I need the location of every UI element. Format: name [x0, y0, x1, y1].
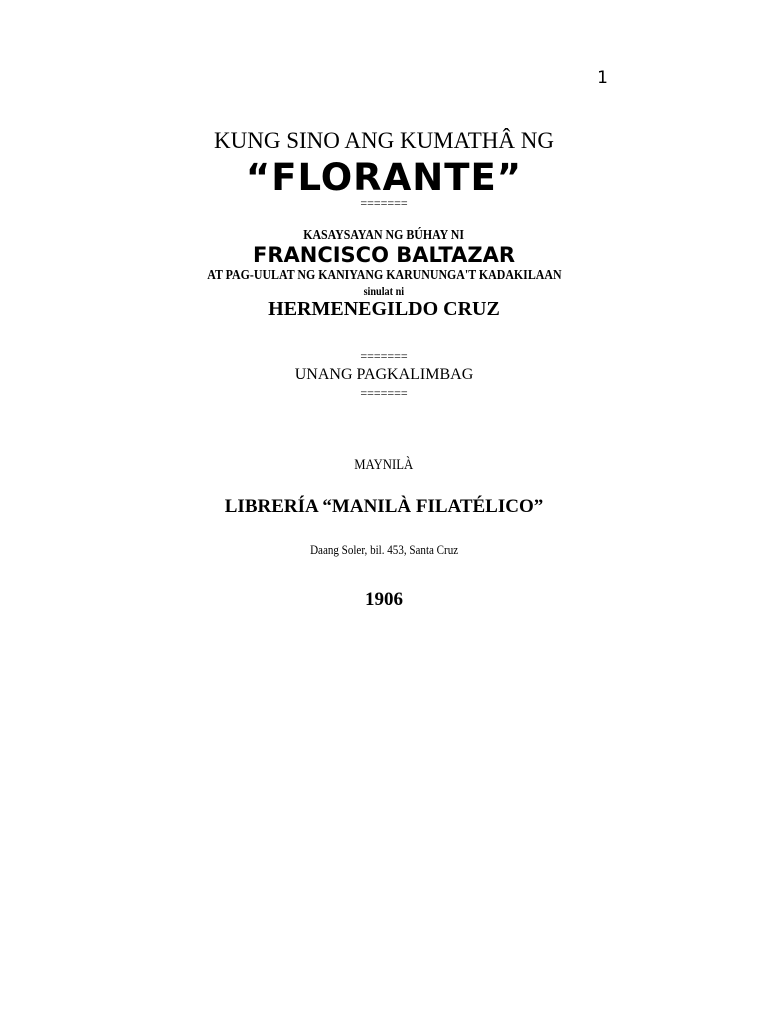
address-wrap: [0, 542, 768, 558]
heading-line: KUNG SINO ANG KUMATHÂ NG: [214, 128, 554, 153]
city: MAYNILÀ: [354, 457, 414, 473]
publisher: LIBRERÍA “MANILÀ FILATÉLICO”: [224, 496, 544, 517]
address: Daang Soler, bil. 453, Santa Cruz: [309, 542, 459, 557]
subject-name: FRANCISCO BALTAZAR: [252, 243, 516, 267]
city-wrap: [0, 457, 768, 474]
separator: =======: [360, 386, 408, 400]
edition: UNANG PAGKALIMBAG: [294, 366, 474, 383]
year: 1906: [365, 589, 403, 610]
separator: =======: [360, 196, 408, 210]
separator: =======: [360, 349, 408, 363]
title: “FLORANTE”: [245, 156, 523, 199]
byline: sinulat ni: [363, 284, 405, 298]
byline-wrap: [0, 284, 768, 299]
subheading-wrap: [0, 228, 768, 244]
description: AT PAG-UULAT NG KANIYANG KARUNUNGA'T KADAKILAAN: [206, 268, 562, 283]
subheading: KASAYSAYAN NG BÚHAY NI: [303, 228, 465, 243]
description-wrap: [0, 268, 768, 284]
author: HERMENEGILDO CRUZ: [268, 298, 500, 320]
page-number: 1: [597, 68, 608, 88]
